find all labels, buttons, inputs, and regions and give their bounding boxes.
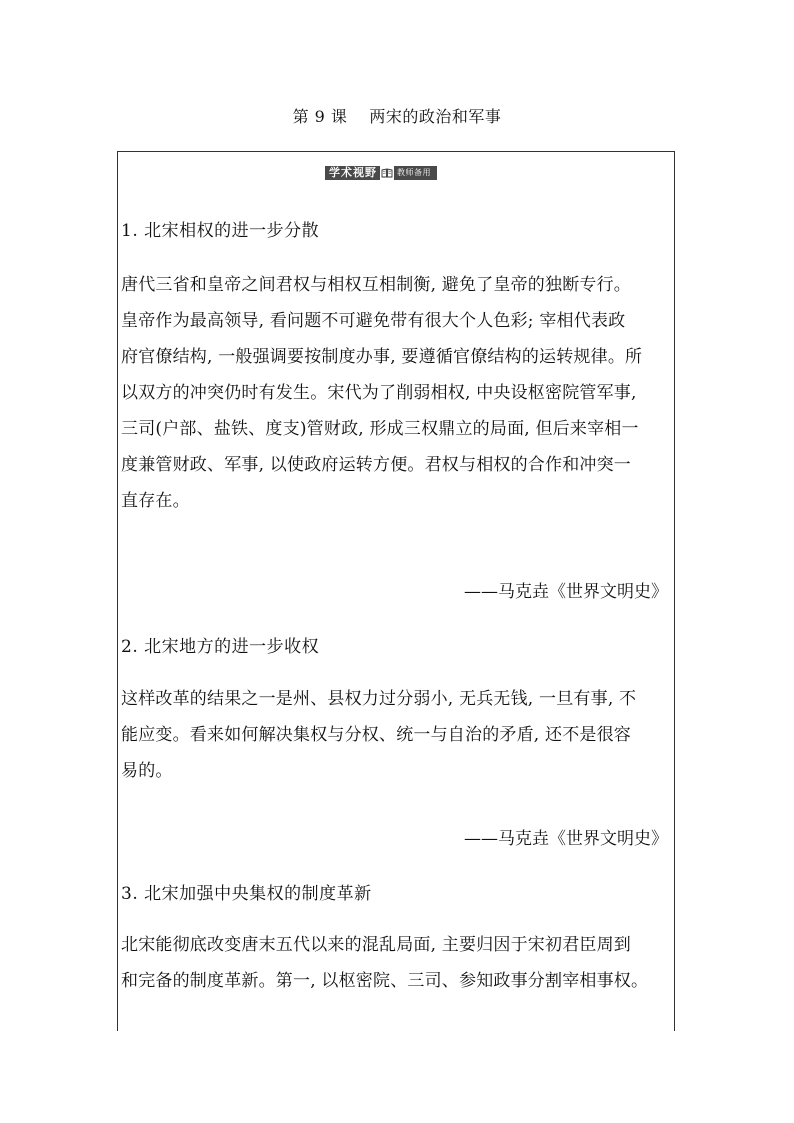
paragraph-line: 和完备的制度革新。第一, 以枢密院、三司、参知政事分割宰相事权。	[121, 971, 649, 991]
banner-sub-label: 教师备用	[397, 168, 431, 177]
content-frame	[117, 151, 675, 1031]
citation-source: ——马克垚《世界文明史》	[464, 582, 668, 602]
section-heading: 1. 北宋相权的进一步分散	[121, 221, 320, 241]
paragraph-line: 易的。	[121, 761, 173, 781]
academic-view-banner	[325, 166, 437, 180]
section-paragraph	[121, 927, 673, 999]
paragraph-line: 唐代三省和皇帝之间君权与相权互相制衡, 避免了皇帝的独断专行。	[121, 275, 632, 295]
lesson-title: 两宋的政治和军事	[369, 107, 502, 126]
open-book-icon	[380, 166, 394, 180]
paragraph-line: 能应变。看来如何解决集权与分权、统一与自治的矛盾, 还不是很容	[121, 725, 632, 745]
paragraph-line: 直存在。	[121, 491, 190, 511]
citation-source: ——马克垚《世界文明史》	[464, 829, 668, 849]
paragraph-line: 这样改革的结果之一是州、县权力过分弱小, 无兵无钱, 一旦有事, 不	[121, 689, 637, 709]
paragraph-line: 府官僚结构, 一般强调要按制度办事, 要遵循官僚结构的运转规律。所	[121, 347, 643, 367]
paragraph-line: 皇帝作为最高领导, 看问题不可避免带有很大个人色彩; 宰相代表政	[121, 311, 626, 331]
paragraph-line: 三司(户部、盐铁、度支)管财政, 形成三权鼎立的局面, 但后来宰相一	[121, 419, 639, 439]
lesson-number: 第 9 课	[292, 107, 348, 126]
paragraph-line: 度兼管财政、军事, 以使政府运转方便。君权与相权的合作和冲突一	[121, 455, 632, 475]
page-title	[0, 104, 794, 127]
paragraph-line: 北宋能彻底改变唐末五代以来的混乱局面, 主要归因于宋初君臣周到	[121, 935, 632, 955]
section-paragraph	[121, 681, 673, 789]
banner-main-label: 学术视野	[329, 166, 377, 179]
section-paragraph	[121, 267, 673, 519]
section-heading: 3. 北宋加强中央集权的制度革新	[121, 884, 372, 904]
section-heading: 2. 北宋地方的进一步收权	[121, 637, 320, 657]
paragraph-line: 以双方的冲突仍时有发生。宋代为了削弱相权, 中央设枢密院管军事,	[121, 383, 637, 403]
